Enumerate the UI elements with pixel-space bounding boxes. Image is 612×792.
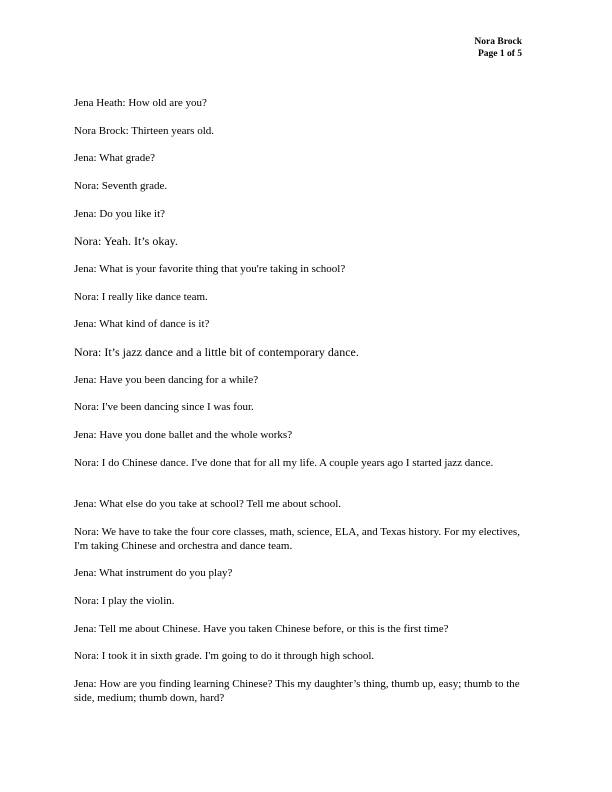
transcript-line: Jena: Tell me about Chinese. Have you taken Chinese before, or this is the first time? <box>74 623 449 635</box>
transcript-line: Nora: Yeah. It’s okay. <box>74 234 178 248</box>
transcript-line: Nora: Seventh grade. <box>74 180 168 192</box>
transcript-line: Jena: What is your favorite thing that you're taking in school? <box>74 263 346 275</box>
transcript-line: Jena Heath: How old are you? <box>74 97 207 109</box>
transcript-line: Nora Brock: Thirteen years old. <box>74 125 215 137</box>
transcript-line: Nora: I play the violin. <box>74 595 175 607</box>
page-header <box>474 36 522 60</box>
transcript-line: Nora: I do Chinese dance. I've done that for all my life. A couple years ago I started jazz dance. <box>74 457 494 469</box>
transcript-line: Jena: Do you like it? <box>74 208 166 220</box>
transcript-line: Jena: What else do you take at school? Tell me about school. <box>74 498 342 510</box>
transcript-line: Nora: We have to take the four core classes, math, science, ELA, and Texas history. For my electives, I'm taking Chinese and orchestra and dance team. <box>74 526 520 552</box>
transcript-line: Jena: What grade? <box>74 152 156 164</box>
transcript-line: Jena: How are you finding learning Chinese? This my daughter’s thing, thumb up, easy; thumb to the side, medium; thumb down, hard? <box>74 678 520 704</box>
header-page-number: Page 1 of 5 <box>477 49 522 59</box>
transcript-line: Jena: What instrument do you play? <box>74 567 233 579</box>
header-name: Nora Brock <box>474 37 522 47</box>
transcript-line: Nora: I really like dance team. <box>74 291 208 303</box>
transcript-line: Nora: I took it in sixth grade. I'm going to do it through high school. <box>74 650 375 662</box>
transcript-line: Nora: I've been dancing since I was four. <box>74 401 254 413</box>
transcript-line: Jena: Have you done ballet and the whole works? <box>74 429 293 441</box>
transcript-line: Nora: It’s jazz dance and a little bit of contemporary dance. <box>74 345 359 359</box>
transcript-line: Jena: Have you been dancing for a while? <box>74 374 259 386</box>
transcript-line: Jena: What kind of dance is it? <box>74 318 210 330</box>
